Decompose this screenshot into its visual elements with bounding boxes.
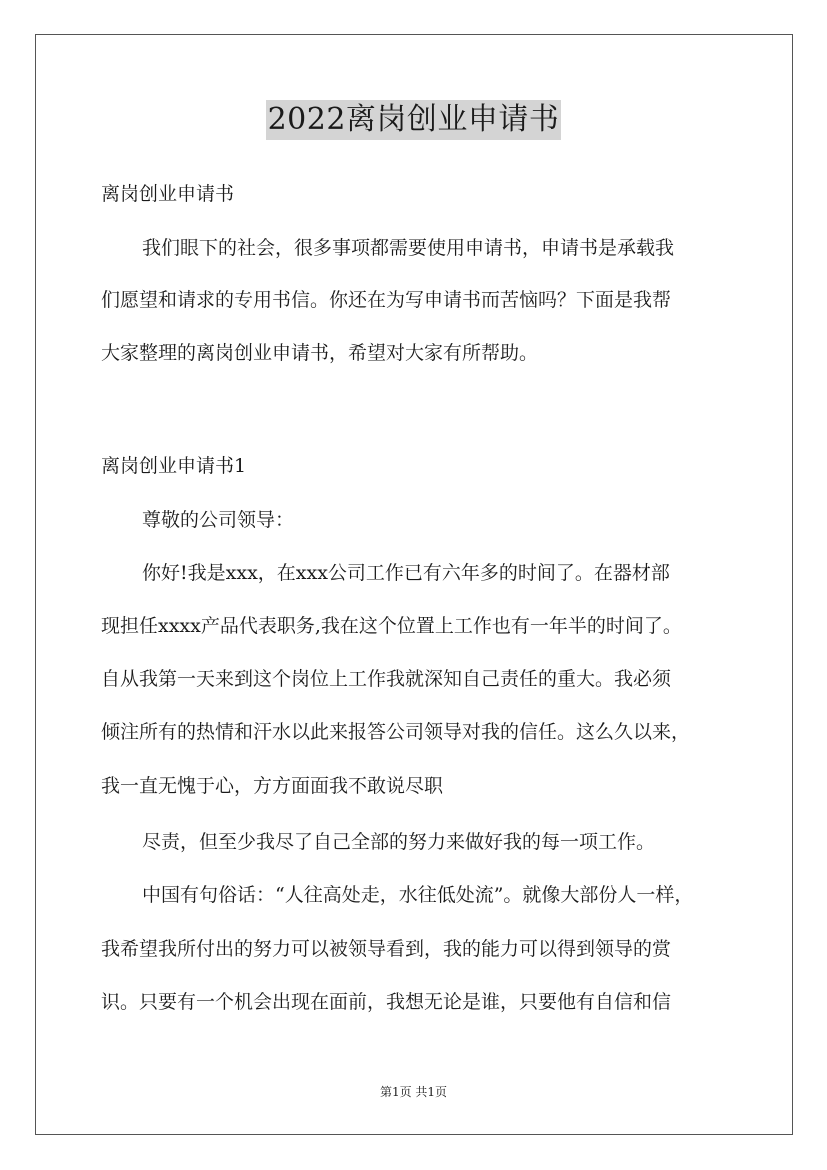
body-line-5: 我一直无愧于心，方方面面我不敢说尽职 [101, 775, 444, 797]
page-footer: 第1页 共1页 [379, 1085, 448, 1099]
document-title: 2022离岗创业申请书 [266, 100, 562, 140]
body-line-7: 中国有句俗话：“人往高处走，水往低处流”。就像大部份人一样， [142, 884, 694, 906]
body-line-4: 倾注所有的热情和汗水以此来报答公司领导对我的信任。这么久以来， [101, 721, 691, 743]
body-line-3: 自从我第一天来到这个岗位上工作我就深知自己责任的重大。我必须 [101, 668, 672, 690]
intro-line-2: 们愿望和请求的专用书信。你还在为写申请书而苦恼吗？下面是我帮 [101, 289, 672, 311]
intro-line-1: 我们眼下的社会，很多事项都需要使用申请书，申请书是承载我 [142, 237, 675, 259]
intro-line-3: 大家整理的离岗创业申请书，希望对大家有所帮助。 [101, 342, 539, 364]
salutation: 尊敬的公司领导： [142, 509, 295, 531]
body-line-6: 尽责，但至少我尽了自己全部的努力来做好我的每一项工作。 [142, 831, 656, 853]
body-line-1: 你好!我是xxx，在xxx公司工作已有六年多的时间了。在器材部 [142, 562, 670, 584]
section-heading: 离岗创业申请书1 [101, 455, 247, 477]
body-line-2: 现担任xxxx产品代表职务,我在这个位置上工作也有一年半的时间了。 [101, 615, 682, 637]
body-line-8: 我希望我所付出的努力可以被领导看到，我的能力可以得到领导的赏 [101, 938, 672, 960]
body-line-9: 识。只要有一个机会出现在面前，我想无论是谁，只要他有自信和信 [101, 991, 672, 1013]
subtitle: 离岗创业申请书 [101, 183, 235, 205]
title-container [0, 100, 827, 140]
